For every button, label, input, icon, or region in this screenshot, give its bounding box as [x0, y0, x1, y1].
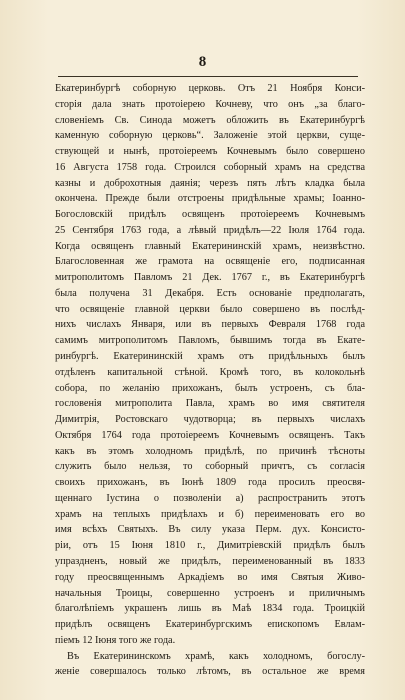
text-line: ринбургѣ. Екатерининскій храмъ отъ придѣльныхъ былъ: [55, 351, 365, 363]
text-line: служить было нельзя, то соборный причтъ, съ согласія: [55, 461, 365, 473]
text-line: Когда освященъ главный Екатерининскій храмъ, неизвѣстно.: [55, 240, 365, 252]
text-line: казны и доброхотныя даянія; черезъ пять лѣтъ кладка была: [55, 177, 365, 189]
text-line: нихъ числахъ Января, или въ первыхъ Февраля 1768 года: [55, 319, 365, 331]
text-line: ріи, отъ 15 Іюня 1810 г., Димитріевскій придѣлъ былъ: [55, 540, 365, 552]
text-line: что освященіе главной церкви было совершено въ послѣд-: [55, 303, 365, 315]
text-line: словеніемъ Св. Синода можетъ обложить въ Екатеринбургѣ: [55, 114, 365, 126]
text-line: храмъ на теплыхъ придѣлахъ и б) переименовать его во: [55, 508, 365, 520]
text-line: окончена. Прежде были отстроены придѣльные храмы; Іоанно-: [55, 193, 365, 205]
text-line: Димитрія, Ростовскаго чудотворца; въ первыхъ числахъ: [55, 414, 365, 426]
text-line: имя всѣхъ Святыхъ. Въ силу указа Перм. дух. Консисто-: [55, 524, 365, 536]
text-line: Богословскій придѣлъ освященъ протоіереемъ Кочневымъ: [55, 209, 365, 221]
text-line: каменную соборную церковь“. Заложеніе этой церкви, суще-: [55, 130, 365, 142]
text-line: женіе совершалось только лѣтомъ, въ остальное же время: [55, 666, 365, 678]
text-line: піемъ 12 Іюня того же года.: [55, 634, 176, 646]
text-line: 16 Августа 1758 года. Строился соборный храмъ на средства: [55, 161, 365, 173]
header-rule: [58, 76, 358, 77]
text-line: щеннаго Іустина о позволеніи а) распространить этотъ: [55, 492, 365, 504]
text-line: какъ въ этомъ холодномъ придѣлѣ, по причинѣ тѣсноты: [55, 445, 365, 457]
text-line: сторія дала знать протоіерею Кочневу, что онъ „за благо-: [55, 98, 365, 110]
page-number: 8: [198, 54, 207, 70]
text-line: была получена 31 Декабря. Есть основаніе предполагать,: [55, 287, 365, 299]
text-line: гословенія митрополита Павла, храмъ во имя святителя: [55, 398, 365, 410]
text-line: году преосвященнымъ Аркадіемъ во имя Святыя Живо-: [55, 571, 365, 583]
text-line: митрополитомъ Павломъ 21 Дек. 1767 г., въ Екатеринбургѣ: [55, 272, 365, 284]
text-line: своихъ прихожанъ, въ Іюнѣ 1809 года просилъ преосвя-: [55, 477, 365, 489]
text-line: упраздненъ, новый же придѣлъ, переименованный въ 1833: [55, 555, 365, 567]
text-line: самимъ митрополитомъ Павломъ, бывшимъ тогда въ Екате-: [55, 335, 365, 347]
text-line: Октября 1764 года протоіереемъ Кочневымъ освященъ. Такъ: [55, 429, 365, 441]
text-line: ствующей и нынѣ, протоіереемъ Кочневымъ было совершено: [55, 146, 365, 158]
text-line: придѣлъ освященъ Екатеринбургскимъ епископомъ Евлам-: [55, 619, 365, 631]
body-text: [55, 81, 365, 680]
text-line: Екатеринбургѣ соборную церковь. Отъ 21 Ноября Конси-: [55, 83, 365, 94]
text-line: Благословенная же грамота на освященіе его, подписанная: [55, 256, 365, 268]
text-line: начальныя Троицы, совершенно устроенъ и приличнымъ: [55, 587, 365, 599]
text-line: благолѣпіемъ украшенъ лишь въ Маѣ 1834 года. Троицкій: [55, 603, 365, 615]
text-line: собора, по желанію прихожанъ, былъ устроенъ, съ бла-: [55, 382, 365, 394]
text-line: отдѣленъ капитальной стѣной. Кромѣ того, въ колокольнѣ: [55, 366, 365, 378]
text-line: Въ Екатерининскомъ храмѣ, какъ холодномъ, богослу-: [67, 650, 365, 662]
text-line: 25 Сентября 1763 года, а лѣвый придѣлъ—22 Іюля 1764 года.: [55, 224, 365, 236]
